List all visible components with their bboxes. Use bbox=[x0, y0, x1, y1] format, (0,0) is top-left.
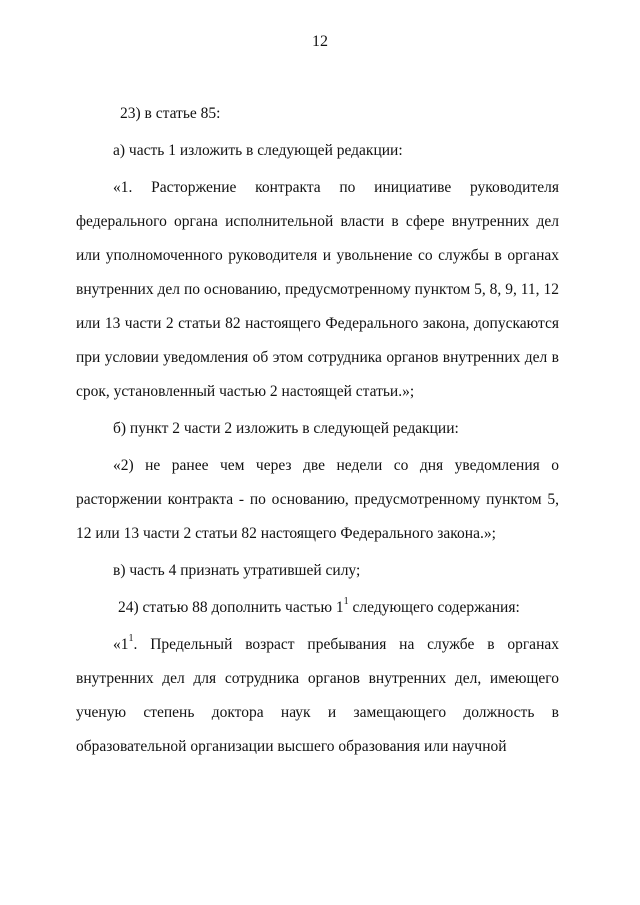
paragraph-subitem-a: а) часть 1 изложить в следующей редакции: bbox=[113, 142, 403, 159]
item-24-text-before: 24) статью 88 дополнить частью 1 bbox=[118, 599, 344, 616]
paragraph-item-23: 23) в статье 85: bbox=[120, 105, 221, 122]
paragraph-quote-part-1-1 bbox=[76, 628, 559, 764]
paragraph-subitem-b: б) пункт 2 части 2 изложить в следующей редакции: bbox=[113, 420, 459, 437]
paragraph-quote-point-2: «2) не ранее чем через две недели со дня уведомления о расторжении контракта - по основанию, предусмотренному пунктом 5, 12 или 13 части 2 статьи 82 настоящего Федерального закона.»; bbox=[76, 457, 559, 542]
paragraph-subitem-v: в) часть 4 признать утратившей силу; bbox=[113, 562, 361, 579]
quote-3-opening: «1 bbox=[113, 636, 129, 653]
superscript-index: 1 bbox=[128, 632, 134, 644]
superscript-index: 1 bbox=[343, 595, 349, 607]
paragraph-quote-part-1: «1. Расторжение контракта по инициативе руководителя федерального органа исполнительной власти в сфере внутренних дел или уполномоченного руководителя и увольнение со службы в органах внутренних дел по основанию, предусмотренному пунктом 5, 8, 9, 11, 12 или 13 части 2 статьи 82 настоящего Федерального закона, допускаются при условии уведомления об этом сотрудника органов внутренних дел в срок, установленный частью 2 настоящей статьи.»; bbox=[76, 179, 559, 400]
page-number: 12 bbox=[312, 33, 328, 50]
document-body bbox=[76, 97, 559, 764]
paragraph-item-24 bbox=[76, 591, 559, 625]
item-24-text-after: следующего содержания: bbox=[348, 599, 520, 616]
quote-3-text: . Предельный возраст пребывания на службе в органах внутренних дел для сотрудника органов внутренних дел, имеющего ученую степень доктора наук и замещающего должность в образовательной организации высшего образования или научной bbox=[76, 636, 559, 755]
